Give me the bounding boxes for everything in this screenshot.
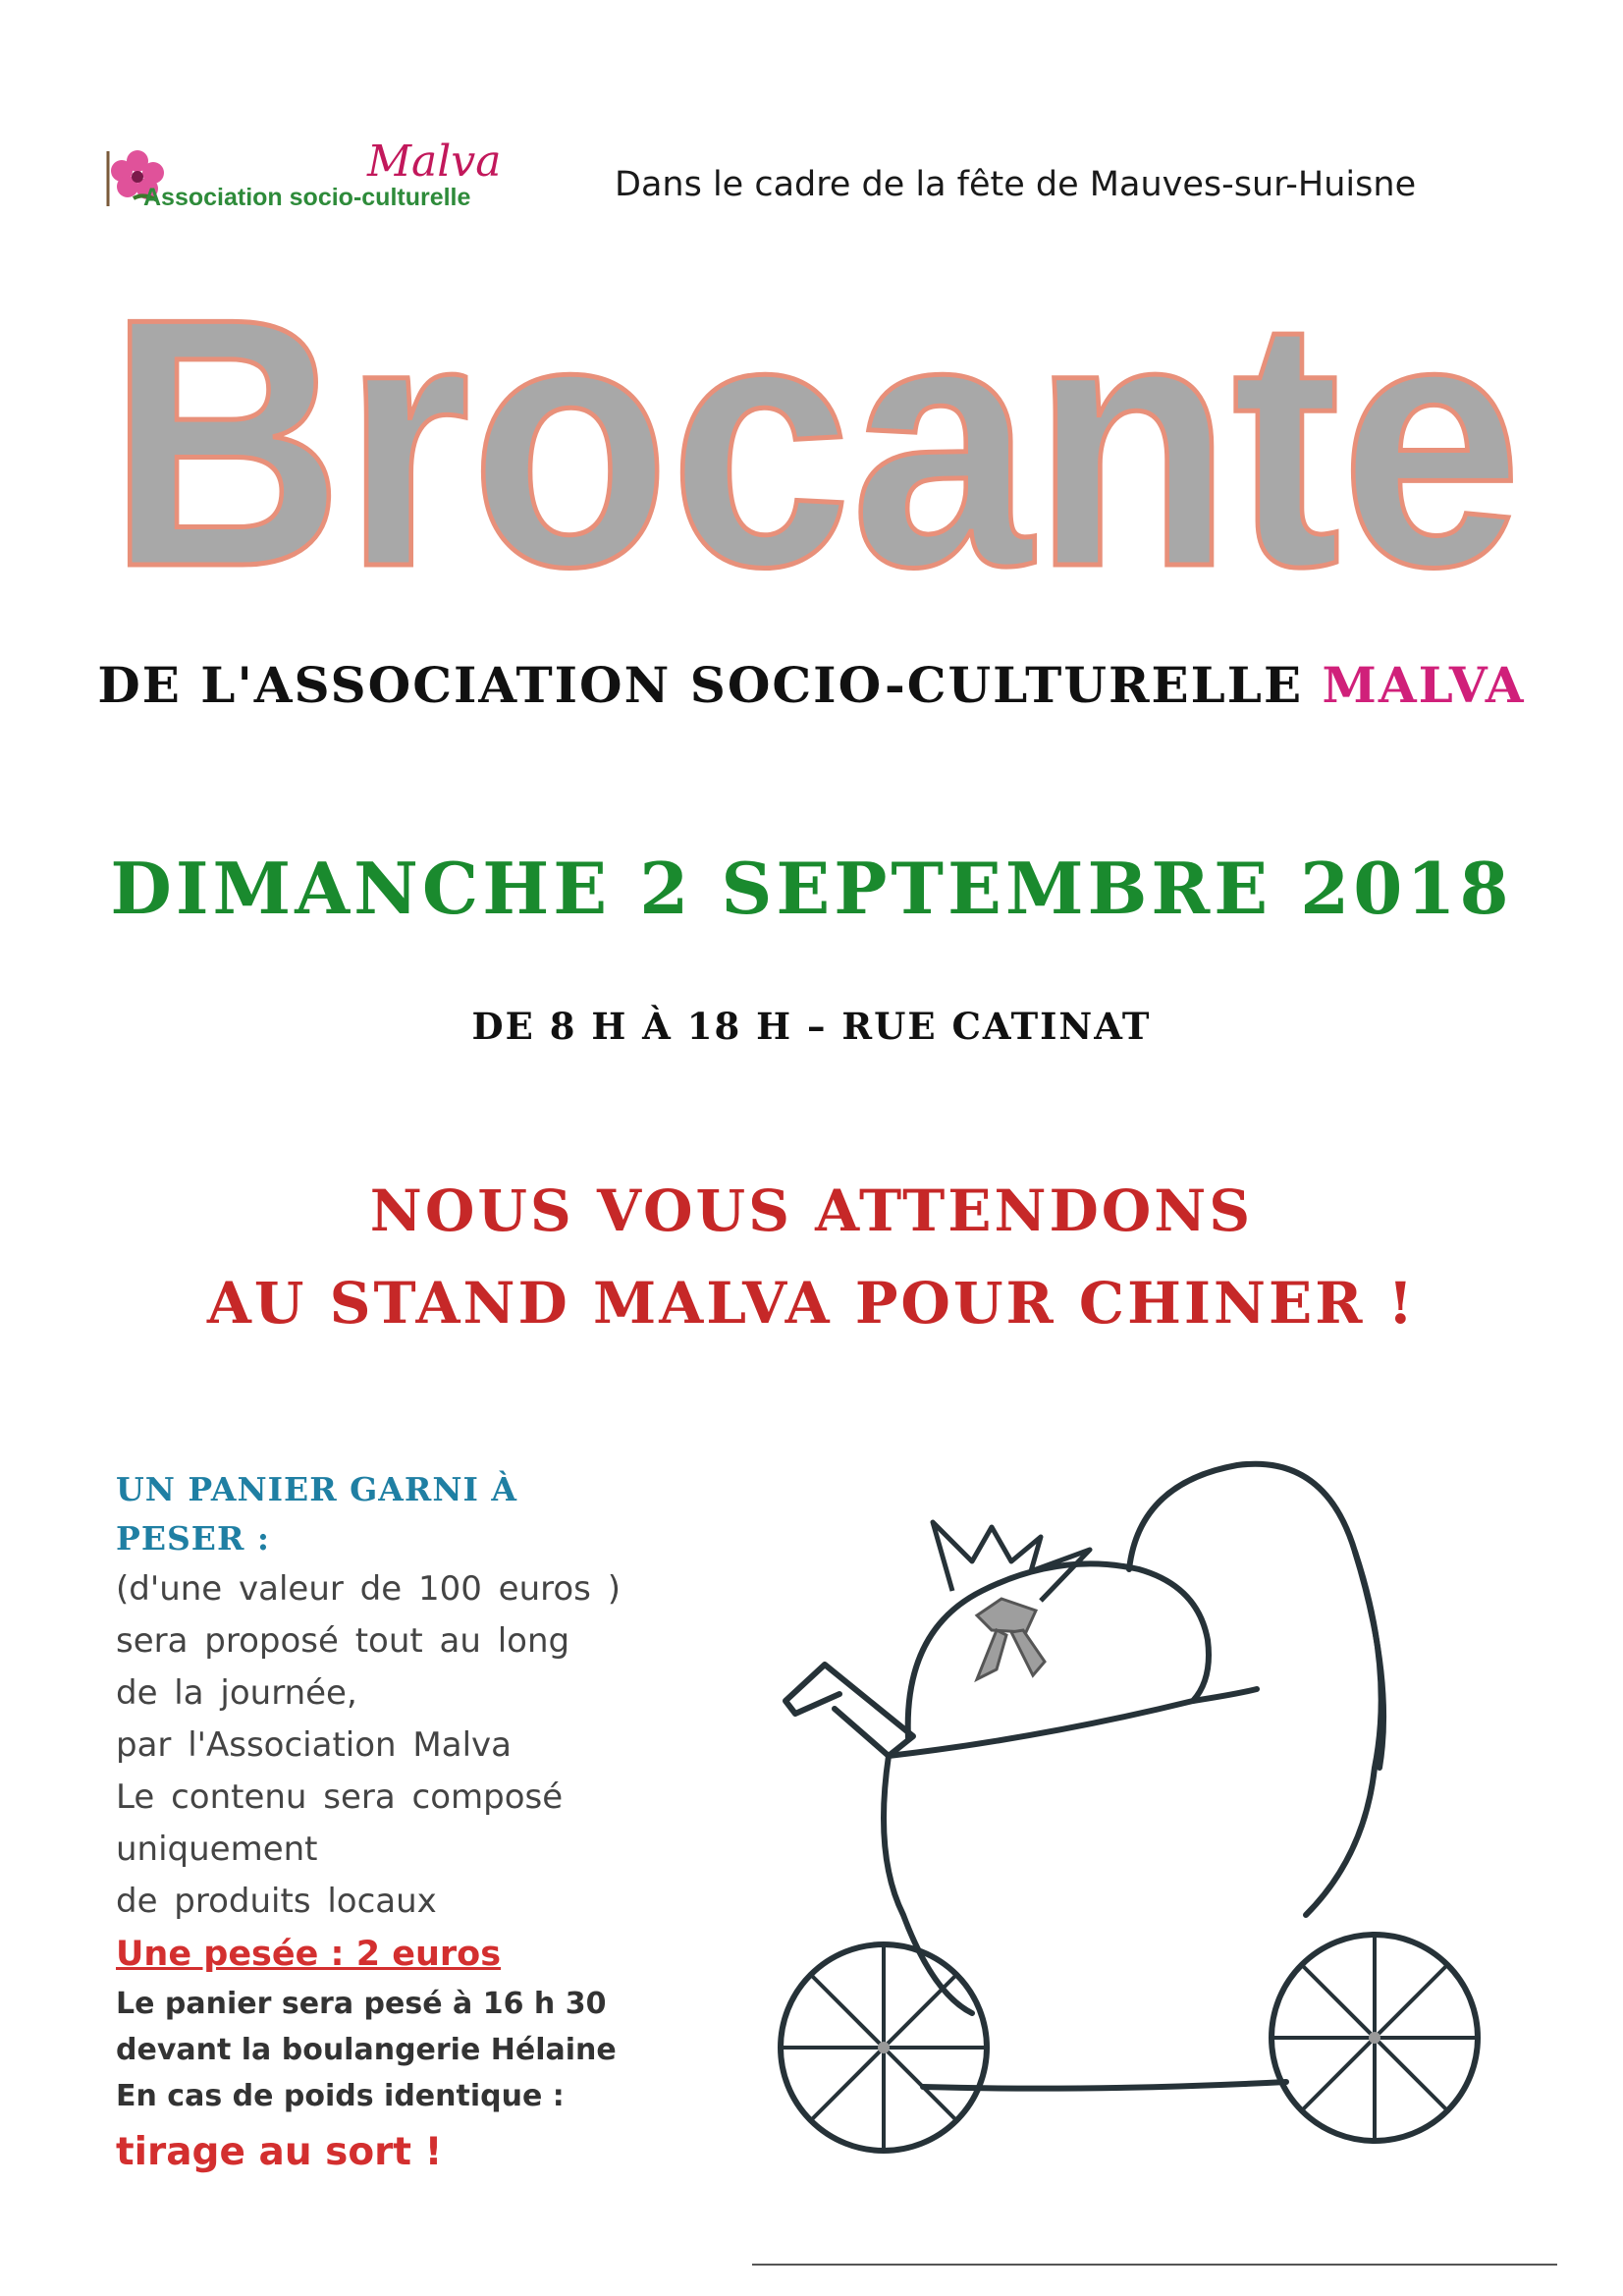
basket-info-line: devant la boulangerie Hélaine	[116, 2033, 617, 2067]
basket-text-line: uniquement	[116, 1830, 318, 1869]
stroller-illustration	[648, 1444, 1532, 2190]
invitation-line-1: NOUS VOUS ATTENDONS	[369, 1177, 1254, 1244]
brocante-title	[98, 255, 1532, 619]
subtitle-association-name: MALVA	[1322, 656, 1526, 714]
basket-text-line: de produits locaux	[116, 1882, 437, 1921]
basket-info-line: En cas de poids identique :	[116, 2079, 565, 2113]
logo-association-line: Association socio-culturelle	[143, 184, 471, 211]
subtitle	[59, 656, 1564, 715]
basket-title-line-1: UN PANIER GARNI À	[116, 1470, 518, 1508]
basket-section	[116, 1465, 626, 2182]
event-date: DIMANCHE 2 SEPTEMBRE 2018	[110, 847, 1513, 930]
ribbon-icon	[977, 1599, 1045, 1679]
event-context: Dans le cadre de la fête de Mauves-sur-Huisne	[615, 165, 1417, 204]
basket-info-line: Le panier sera pesé à 16 h 30	[116, 1987, 607, 2021]
association-logo	[104, 137, 516, 216]
basket-text-line: Le contenu sera composé	[116, 1777, 564, 1817]
logo-script-name: Malva	[367, 137, 502, 187]
basket-title-line-2: PESER :	[116, 1519, 271, 1558]
event-hours: DE 8 H À 18 H – RUE CATINAT	[471, 1005, 1152, 1048]
draw-notice: tirage au sort !	[116, 2130, 443, 2174]
invitation-line-2: AU STAND MALVA POUR CHINER !	[206, 1270, 1417, 1337]
bottom-divider	[752, 2264, 1557, 2266]
basket-text-line: (d'une valeur de 100 euros )	[116, 1569, 621, 1609]
title-text: Brocante	[108, 255, 1522, 619]
basket-text-line: de la journée,	[116, 1673, 357, 1713]
basket-text-line: par l'Association Malva	[116, 1725, 512, 1765]
weighing-price: Une pesée : 2 euros	[116, 1935, 502, 1974]
basket-text-line: sera proposé tout au long	[116, 1621, 570, 1661]
right-wheel-icon	[1271, 1935, 1478, 2141]
subtitle-prefix: DE L'ASSOCIATION SOCIO-CULTURELLE	[97, 656, 1304, 714]
left-wheel-icon	[781, 1944, 987, 2151]
